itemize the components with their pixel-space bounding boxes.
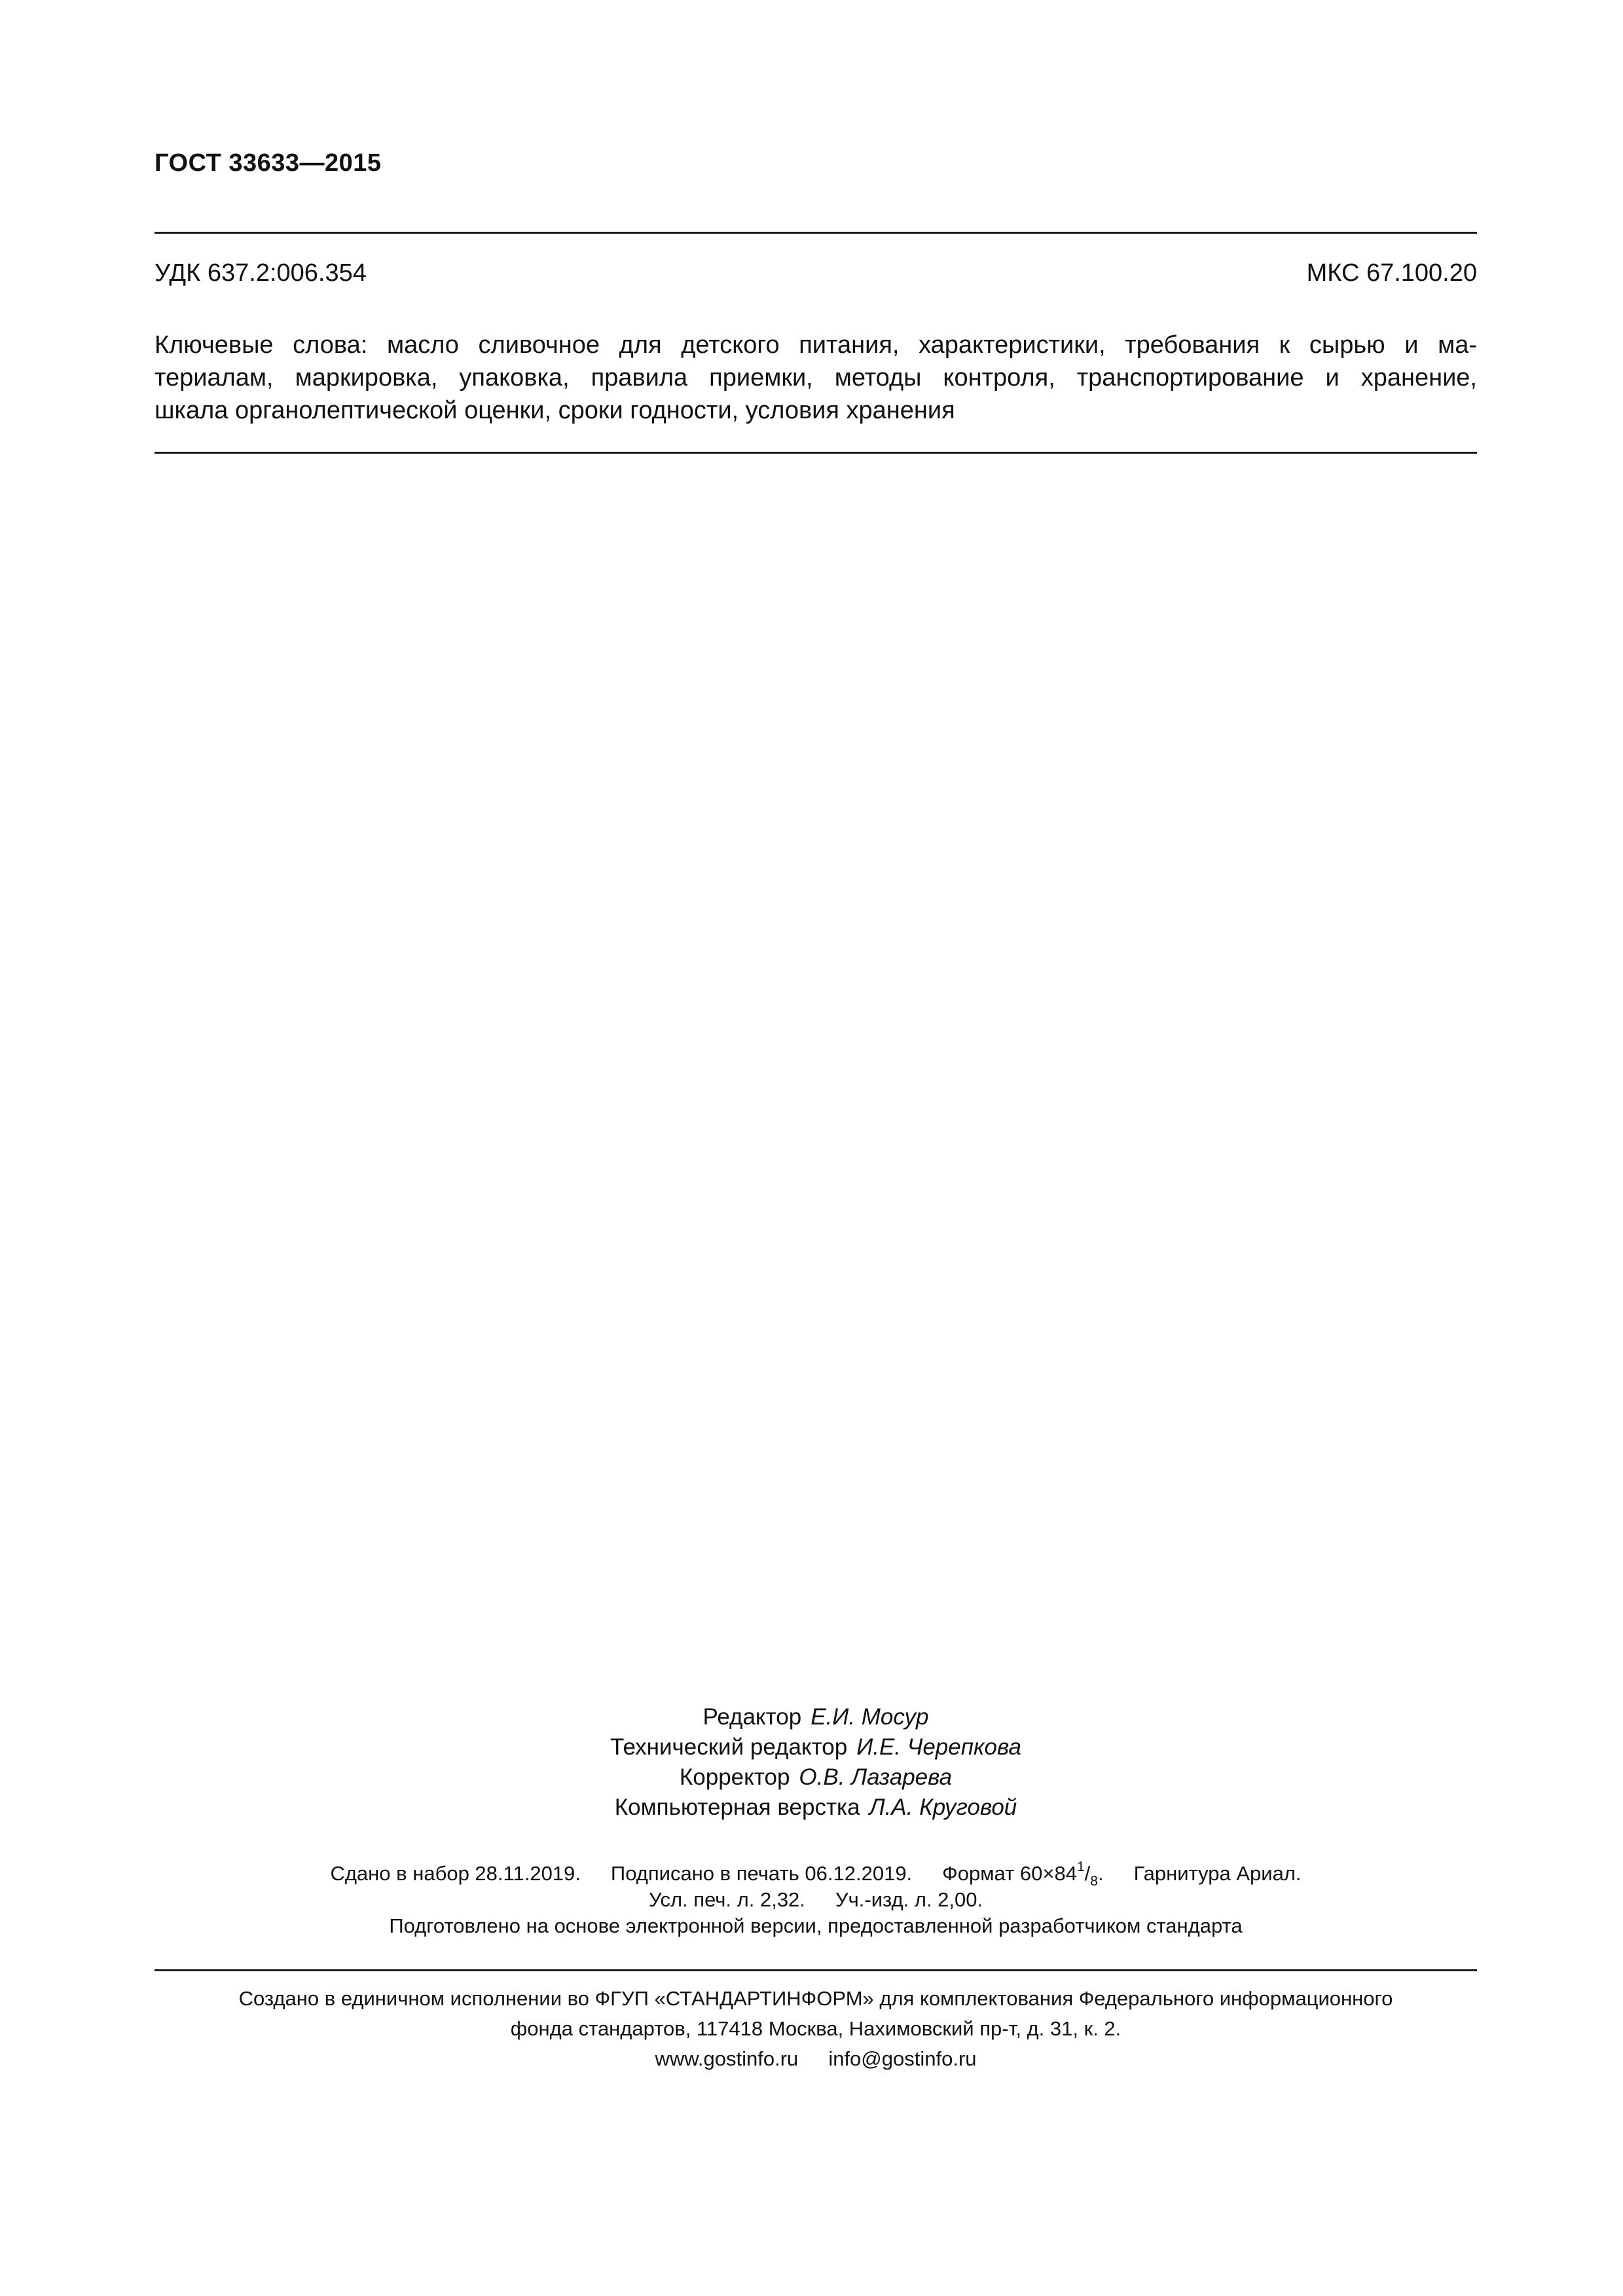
- print-info: [155, 1861, 1477, 1939]
- keywords-divider: [155, 452, 1477, 454]
- keywords-line: териалам, маркировка, упаковка, правила приемки, методы контроля, транспортирование и хранение,: [155, 364, 1477, 392]
- submitted-date: Сдано в набор 28.11.2019.: [330, 1862, 581, 1885]
- top-divider: [155, 232, 1477, 234]
- udk-code: УДК 637.2:006.354: [155, 259, 367, 287]
- page-title: ГОСТ 33633—2015: [155, 149, 382, 177]
- credit-person: И.Е. Черепкова: [856, 1734, 1021, 1760]
- keywords-paragraph: [155, 329, 1477, 427]
- credit-line-layout: [155, 1793, 1477, 1823]
- print-sheets: Усл. печ. л. 2,32.: [648, 1888, 805, 1911]
- website-link[interactable]: www.gostinfo.ru: [655, 2047, 799, 2070]
- print-info-line-2: [155, 1887, 1477, 1913]
- credit-role: Технический редактор: [610, 1734, 848, 1760]
- credit-person: Е.И. Мосур: [811, 1704, 929, 1730]
- footer-line-1: Создано в единичном исполнении во ФГУП «СТАНДАРТИНФОРМ» для комплектования Федерального информационного: [238, 1987, 1393, 2010]
- keywords-line: Ключевые слова: масло сливочное для детского питания, характеристики, требования к сырью и ма-: [155, 331, 1477, 359]
- credit-role: Редактор: [702, 1704, 802, 1730]
- email-link[interactable]: info@gostinfo.ru: [828, 2047, 977, 2070]
- publishing-sheets: Уч.-изд. л. 2,00.: [835, 1888, 983, 1911]
- keywords-line: шкала органолептической оценки, сроки годности, условия хранения: [155, 397, 955, 424]
- footer-line-2: фонда стандартов, 117418 Москва, Нахимовский пр-т, д. 31, к. 2.: [510, 2017, 1122, 2040]
- credit-role: Корректор: [679, 1764, 790, 1790]
- prepared-note: Подготовлено на основе электронной версии, предоставленной разработчиком стандарта: [389, 1914, 1243, 1937]
- publisher-footer: [155, 1984, 1477, 2074]
- credit-line-tech-editor: [155, 1732, 1477, 1762]
- footer-divider: [155, 1969, 1477, 1971]
- print-info-line-1: [155, 1861, 1477, 1887]
- credit-person: Л.А. Круговой: [869, 1795, 1017, 1820]
- footer-contacts: [155, 2044, 1477, 2074]
- signed-date: Подписано в печать 06.12.2019.: [610, 1862, 913, 1885]
- editorial-credits: [155, 1702, 1477, 1823]
- credit-line-corrector: [155, 1762, 1477, 1793]
- mks-code: МКС 67.100.20: [1306, 259, 1477, 287]
- typeface: Гарнитура Ариал.: [1133, 1862, 1302, 1885]
- paper-format: Формат $60\times 84^1/_8$.: [942, 1859, 1104, 1889]
- credit-line-editor: [155, 1702, 1477, 1732]
- credit-role: Компьютерная верстка: [614, 1795, 860, 1820]
- credit-person: О.В. Лазарева: [799, 1764, 953, 1790]
